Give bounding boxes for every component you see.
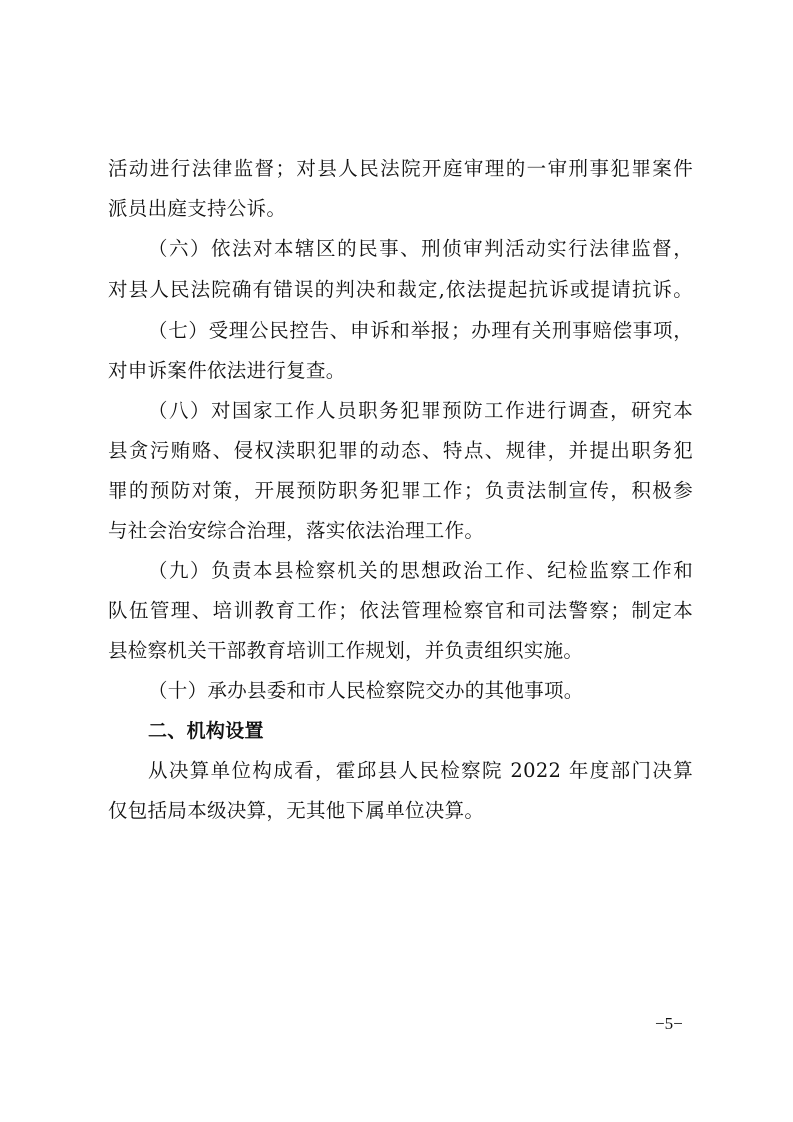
item-6-line-1: （六）依法对本辖区的民事、刑侦审判活动实行法律监督， xyxy=(148,237,693,260)
item-6-line-2: 对县人民法院确有错误的判决和裁定,依法提起抗诉或提请抗诉。 xyxy=(108,278,693,301)
item-7-line-2: 对申诉案件依法进行复查。 xyxy=(108,359,346,382)
item-9-line-3: 县检察机关干部教育培训工作规划，并负责组织实施。 xyxy=(108,639,584,662)
org-line-2: 仅包括局本级决算，无其他下属单位决算。 xyxy=(108,799,485,822)
section-heading: 二、机构设置 xyxy=(148,720,264,742)
item-10-line-1: （十）承办县委和市人民检察院交办的其他事项。 xyxy=(148,679,584,702)
page-number: −5− xyxy=(655,1014,683,1033)
item-9-line-1: （九）负责本县检察机关的思想政治工作、纪检监察工作和 xyxy=(148,559,693,582)
body-line-2: 派员出庭支持公诉。 xyxy=(108,197,287,220)
item-8-line-4: 与社会治安综合治理，落实依法治理工作。 xyxy=(108,519,485,542)
item-8-line-2: 县贪污贿赂、侵权渎职犯罪的动态、特点、规律，并提出职务犯 xyxy=(108,439,693,462)
item-8-line-1: （八）对国家工作人员职务犯罪预防工作进行调查，研究本 xyxy=(148,399,693,422)
item-7-line-1: （七）受理公民控告、申诉和举报；办理有关刑事赔偿事项， xyxy=(148,319,693,342)
item-9-line-2: 队伍管理、培训教育工作；依法管理检察官和司法警察；制定本 xyxy=(108,599,693,622)
item-8-line-3: 罪的预防对策，开展预防职务犯罪工作；负责法制宣传，积极参 xyxy=(108,479,693,502)
body-line-1: 活动进行法律监督；对县人民法院开庭审理的一审刑事犯罪案件 xyxy=(108,157,693,180)
org-line-1: 从决算单位构成看，霍邱县人民检察院 2022 年度部门决算 xyxy=(148,759,693,782)
